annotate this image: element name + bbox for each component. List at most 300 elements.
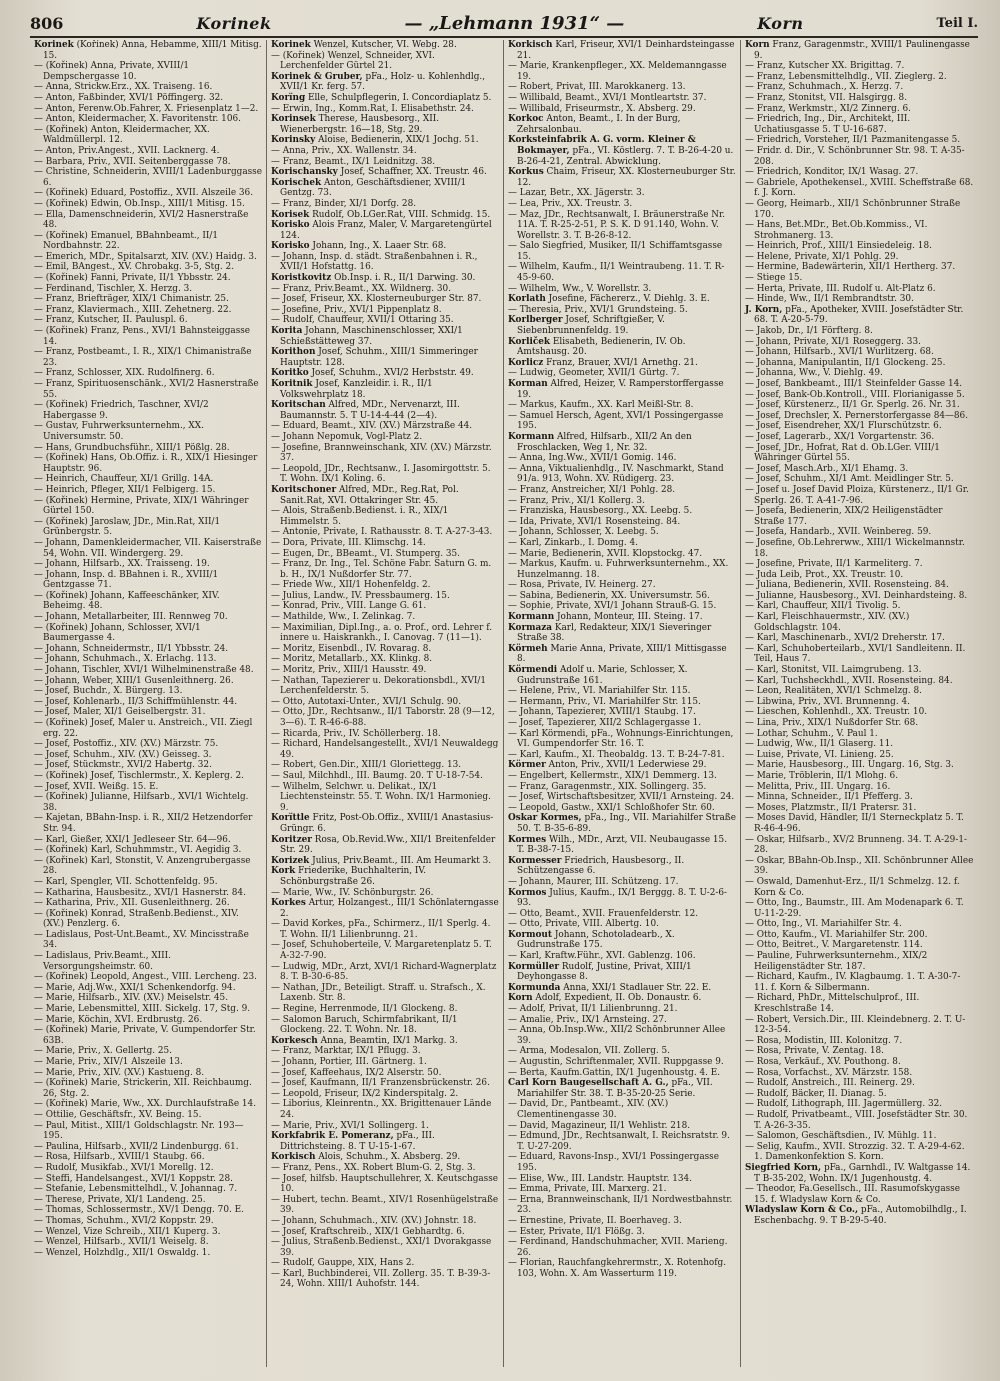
entry-details: — Markus, Kaufm. u. Fuhrwerksunternehm., XX. Hunzelmanng. 18. [508,559,729,580]
directory-entry [34,82,262,93]
entry-details: — Otto, Ing., Baumstr., III. Am Modenapark 6. T. U-11-2-29. [745,898,964,919]
entry-details: — Kajetan, BBahn-Insp. i. R., XII/2 Hetzendorfer Str. 94. [34,813,253,834]
entry-details: — Josefine, Ob.Lehrerww., XIII/1 Wickelmannstr. 18. [745,537,965,559]
entry-details: — Karl, Chauffeur, XII/1 Tivolig. 5. [745,601,901,612]
directory-entry [745,729,974,740]
directory-entry [34,612,262,623]
entry-details: — Karl, Stonitst, VII. Laimgrubeng. 13. [745,665,922,676]
entry-details: — Anton, Faßbinder, XVI/1 Pöffingerg. 32. [34,92,224,103]
part-label: Teil I. [936,15,978,31]
directory-entry [34,157,262,168]
entry-details: — Johann, Tischler, XVI/1 Wilhelminenstraße 48. [34,665,254,676]
entry-details: — (Kořinek) Leopold, Angest., VIII. Lercheng. 23. [34,972,257,983]
directory-entry [271,676,499,697]
directory-entry [34,771,262,782]
entry-details: — Rosa, Vorfachst., XV. Märzstr. 158. [745,1067,913,1078]
entry-details: — Johanna, Manipulantin, II/1 Glockeng. 25. [745,357,946,368]
entry-surname: Kormaza [508,622,553,633]
entry-details: Alfred, MDr., Reg.Rat, Pol. Sanit.Rat, XVI. Ottakringer Str. 45. [280,484,459,506]
entry-details: — Emma, Private, III. Marxerg. 21. [508,1184,667,1195]
directory-entry [508,1195,736,1216]
directory-entry [271,866,499,887]
entry-surname: Koritschoner [271,484,337,495]
entry-details: — (Kořinek) Karl, Schuhmmstr., VI. Aegidig 3. [34,845,242,856]
entry-surname: Korkoc [508,114,544,125]
entry-surname: Körmendi [508,665,558,676]
entry-details: — Anna, Priv., XX. Wallenstr. 34. [271,145,417,156]
entry-details: pFa., Garnhdl., IV. Waltgasse 14. T B-35-202, Wohn. IX/1 Jugenhoustg. 4. [754,1162,971,1184]
entry-details: — Johann, Schuhmach., XIV. (XV.) Johnstr. 18. [271,1215,477,1226]
entry-surname: Koritschan [271,400,326,411]
entry-details: — Franz, Klaviermach., XIII. Zehetnerg. 22. [34,304,232,315]
directory-entry [745,898,974,919]
entry-details: — Arma, Modesalon, VII. Zollerg. 5. [508,1046,670,1057]
entry-surname: Korksteinfabrik A. G. vorm. Kleiner & Bokmayer, [508,135,696,156]
directory-entry [508,835,736,856]
entry-details: — Karl, Maschinenarb., XVI/2 Dreherstr. 17. [745,633,945,644]
entry-details: pFa., Holz- u. Kohlenhdlg., XVII/1 Kr. ferg. 57. [280,71,486,93]
directory-entry [508,527,736,538]
entry-surname: Wladyslaw Korn & Co., [745,1205,859,1216]
entry-details: — Karl, Fleischhauermstr., XIV. (XV.) Goldschlagstr. 104. [745,612,910,633]
entry-details: — Theodor, Fa.Gesellsch., III. Rasumofskygasse 15. f. Wladyslaw Korn & Co. [745,1184,960,1205]
directory-entry [508,930,736,951]
entry-details: — Rosa, Verkäuf., XV. Pouthong. 8. [745,1057,901,1067]
directory-entry [34,983,262,994]
directory-entry [271,485,499,506]
directory-entry [271,835,499,856]
entry-details: — Ladislaus, Post-Unt.Beamt., XV. Mincisstraße 34. [34,929,249,951]
directory-entry [745,760,974,771]
entry-details: — Josef, hilfsb. Hauptschullehrer, X. Keutschgasse 10. [271,1173,499,1195]
entry-surname: Korlicz [508,357,544,368]
entry-details: — Katharina, Priv., XII. Gusenleithnerg. 26. [34,898,230,909]
directory-entry [508,188,736,199]
entry-details: — Florian, Rauchfangkehrermstr., X. Rotenhofg. 103, Wohn. X. Am Wasserturm 119. [508,1258,727,1279]
entry-details: — Pauline, Fuhrwerksunternehm., XIX/2 Heiligenstädter Str. 187. [745,951,928,972]
entry-details: — Ludwig, Geometer, XVII/1 Gürtg. 7. [508,368,680,379]
entry-surname: Kormout [508,929,552,940]
entry-details: — Moritz, Eisenbdl., IV. Rovarag. 8. [271,643,432,654]
directory-entry [508,1152,736,1173]
entry-details: — Franz, Dr. Ing., Tel. Schöne Fabr. Saturn G. m. b. H., IX/1 Nußdorfer Str. 77. [271,559,492,580]
entry-details: — Otto, Kaufm., VI. Mariahilfer Str. 200. [745,929,928,940]
directory-entry [508,453,736,464]
entry-details: — (Kořinek) Konrad, Straßenb.Bedienst., XIV. (XV.) Penzlerg. 6. [34,908,239,930]
entry-details: — (Kořinek) Karl, Stonstit, V. Anzengrubergasse 28. [34,855,251,877]
entry-details: — Dora, Private, III. Klimschg. 14. [271,537,426,548]
entry-details: Johann, Schotoladearb., X. Gudrunstraße 175. [517,929,675,951]
directory-entry [745,1099,974,1110]
directory-entry [745,199,974,220]
entry-details: — Emerich, MDr., Spitalsarzt, XIV. (XV.) Haidg. 3. [34,251,257,262]
entry-surname: Körmeh [508,643,548,654]
entry-details: — Marie, Adj.Ww., XXI/1 Schenkendorfg. 94. [34,982,236,993]
directory-entry [34,326,262,347]
entry-details: — Markus, Kaufm., XX. Karl Meißl-Str. 8. [508,400,694,411]
directory-entry [271,940,499,961]
directory-entry [34,210,262,231]
directory-entry [271,559,499,580]
directory-entry [271,210,499,221]
directory-entry [508,517,736,528]
directory-entry [34,40,262,61]
directory-entry [271,654,499,665]
directory-entry [271,506,499,527]
directory-entry [508,1015,736,1026]
entry-details: — Otto, JDr., Rechtsanw., II/1 Taborstr. 28 (9—12, 3—6). T. R-46-6-88. [271,707,495,728]
entry-details: — Lothar, Schuhm., V. Paul 1. [745,728,878,739]
entry-surname: Kork [271,866,296,877]
directory-entry [34,1078,262,1099]
directory-entry [271,252,499,273]
headword-left: Korinek [196,13,272,33]
page-header [30,10,978,38]
entry-details: — Franz, Postbeamt., I. R., XIX/1 Chimanistraße 23. [34,347,252,368]
directory-entry [508,792,736,803]
entry-details: Josef, Schuhm., XVI/2 Herbststr. 49. [311,368,474,379]
directory-entry [745,972,974,993]
entry-details: — Paul, Mitist., XIII/1 Goldschlagstr. Nr. 193—195. [34,1120,244,1142]
entry-details: — (Kořinek) Anton, Kleidermacher, XX. Waldmüllerpl. 12. [34,124,210,146]
directory-entry [508,1184,736,1195]
entry-details: — Therese, Private, XI/1 Landeng. 25. [34,1194,206,1205]
directory-entry [508,707,736,718]
entry-details: — Karl, Schuhoberteilarb., XVI/1 Sandleitenn. II. Teil, Haus 7. [745,643,966,665]
directory-entry [745,337,974,348]
directory-entry [745,358,974,369]
entry-details: — Franz, Werkmstr., XI/2 Zinnerg. 6. [745,103,911,114]
entry-surname: Korkfabrik E. Pomeranz, [271,1131,394,1142]
directory-entry [745,368,974,379]
entry-details: — Rudolf, Lithograph, III. Jagermüllerg. 32. [745,1099,943,1110]
entry-details: — (Kořinek) Josef, Maler u. Anstreich., VII. Ziegl erg. 22. [34,718,253,739]
entry-details: — Paulina, Hilfsarb., XVII/2 Lindenburgg. 61. [34,1141,239,1152]
entry-details: Elle, Schulpflegerin, I. Concordiaplatz 5. [307,92,492,103]
entry-details: — Josef, Kaffeehaus, IX/2 Alserstr. 50. [271,1067,442,1078]
entry-details: — Wenzel, Vize Schreib., XII/1 Kuperg. 3. [34,1226,221,1237]
directory-entry [271,305,499,316]
entry-details: Alfred, MDr., Nervenarzt, III. Baumannstr. 5. T U-14-4-44 (2—4). [280,400,460,421]
entry-details: Aloise, Bedienerin, XIX/1 Jochg. 51. [318,135,479,146]
entry-details: — Josef, Buchdr., X. Bürgerg. 13. [34,686,183,697]
directory-entry [34,877,262,888]
directory-entry [34,570,262,591]
entry-details: — Marie, Ww., IV. Schönburgstr. 26. [271,887,434,898]
directory-entry [271,888,499,899]
entry-details: — (Kořinek) Hans, Ob.Offiz. i. R., XIX/1 Hiesinger Hauptstr. 96. [34,453,258,474]
entry-details: — Edmund, JDr., Rechtsanwalt, I. Reichsratstr. 9. T. U-27-209. [508,1131,730,1152]
entry-surname: Korizek [271,855,310,866]
directory-entry [745,940,974,951]
directory-entry [745,782,974,793]
entry-details: — Anna, Ob.Insp.Ww., XII/2 Schönbrunner Allee 39. [508,1025,726,1046]
directory-entry [34,443,262,454]
directory-entry [745,1036,974,1047]
entry-details: Fritz, Post-Ob.Offiz., XVIII/1 Anastasius-Grüngr. 6. [280,813,494,834]
entry-surname: Kormes [508,834,547,845]
entry-details: — Moses David, Händler, II/1 Sterneckplatz 5. T. R-46-4-96. [745,813,964,834]
entry-surname: Korliček [508,336,551,347]
entry-details: — Ladislaus, Priv.Beamt., XIII. Versorgungsheimstr. 60. [34,951,171,972]
entry-details: — Hermine, Badewärterin, XII/1 Hertherg. 37. [745,262,956,273]
directory-entry [745,951,974,972]
directory-entry [34,707,262,718]
entry-details: — Josefine, Priv., XVI/1 Pippenplatz 8. [271,304,442,315]
directory-entry [508,750,736,761]
entry-details: — Johann, Tapezierer, XVIII/1 Staubg. 17. [508,707,696,718]
entry-details: — Ester, Private, II/1 Flößg. 3. [508,1226,645,1237]
directory-entry [508,135,736,167]
directory-entry [271,241,499,252]
directory-entry [271,782,499,814]
directory-entry [271,623,499,644]
directory-entry [34,61,262,82]
directory-entry [745,707,974,718]
directory-entry [745,601,974,612]
directory-entry [508,379,736,400]
directory-entry [745,262,974,273]
entry-details: — Konrad, Priv., VIII. Lange G. 61. [271,601,427,612]
entry-details: — Rudolf, Musikfab., XVI/1 Morellg. 12. [34,1162,214,1173]
entry-surname: Kormos [508,887,547,898]
directory-entry [271,527,499,538]
directory-entry [508,951,736,962]
entry-details: Julius, Priv.Beamt., III. Am Heumarkt 3. [312,855,492,866]
directory-entry [271,591,499,602]
entry-details: — Nathan, Tapezierer u. Dekorationsbdl., XVI/1 Lerchenfelderstr. 5. [271,675,486,697]
entry-details: — Hubert, techn. Beamt., XIV/1 Rosenhügelstraße 39. [271,1194,499,1216]
directory-entry [34,93,262,104]
entry-details: — Anna, Ing.Ww., XVII/1 Gomig. 146. [508,453,677,464]
entry-details: — Salomon Baruch, Schirmfabrikant, II/1 Glockeng. 22. T. Wohn. Nr. 18. [271,1014,458,1036]
directory-entry [508,1025,736,1046]
entry-surname: Carl Korn Baugesellschaft A. G., [508,1078,669,1089]
directory-entry [34,591,262,612]
entry-details: — Franz, Pens., XX. Robert Blum-G. 2, Stg. 3. [271,1162,476,1173]
entry-details: Anton, Priv., XVII/1 Lederwiese 29. [548,760,707,771]
entry-details: Wilh., MDr., Arzt, VII. Neubaugasse 15. T. B-38-7-15. [517,834,728,856]
directory-entry [34,379,262,400]
entry-details: — Josef, Bankbeamt., III/1 Steinfelder Gasse 14. [745,379,963,389]
directory-entry [508,919,736,930]
directory-entry [508,1237,736,1258]
entry-details: Julius, Kaufm., IX/1 Berggg. 8. T. U-2-6-93. [517,887,728,909]
directory-entry [745,443,974,464]
directory-entry [34,1110,262,1121]
directory-entry [745,559,974,570]
entry-details: — Augustin, Schriftenmaler, XVII. Ruppgasse 9. [508,1057,724,1067]
entry-details: — Johann, Metallarbeiter, III. Rennweg 70. [34,612,228,623]
entry-details: — Otto, Beitret., V. Margaretenstr. 114. [745,940,923,951]
entry-details: Karl, Friseur, XVI/1 Deinhardsteingasse 21. [517,40,735,61]
entry-details: — Josef, Schuhoberteile, V. Margaretenplatz 5. T. A-32-7-90. [271,940,492,962]
directory-entry [34,930,262,951]
entry-details: — Rosa, Private, V. Zentag. 18. [745,1046,884,1057]
entry-details: Anna, Beamtin, IX/1 Markg. 3. [320,1035,458,1046]
entry-details: — Rudolf, Privatbeamt., VIII. Josefstädter Str. 30. T. A-26-3-35. [745,1109,968,1131]
directory-entry [34,654,262,665]
directory-entry [745,644,974,665]
directory-entry [508,983,736,994]
entry-details: — Josef, Postoffiz., XIV. (XV.) Märzstr. 75. [34,739,219,750]
directory-entry [508,82,736,93]
directory-entry [271,601,499,612]
directory-entry [34,538,262,559]
directory-entry [745,1110,974,1131]
directory-entry [34,1205,262,1216]
entry-details: — Marie, Tröblerin, II/1 Mlohg. 6. [745,770,899,781]
entry-details: — Rosa, Private, IV. Heinerg. 27. [508,580,656,591]
directory-entry [745,411,974,422]
entry-details: Josefine, Fächererz., V. Diehlg. 3. E. [548,294,710,305]
entry-details: — Steffi, Handelsangest., XVI/1 Koppstr. 28. [34,1173,233,1184]
entry-details: — Otto, Ing., VI. Mariahilfer Str. 4. [745,919,902,930]
entry-surname: Korisek [271,209,310,220]
entry-details: Johann, Maschinenschlosser, XXI/1 Schießstätteweg 37. [280,326,463,347]
entry-details: — Selig, Kaufm., XVII. Strozzig. 32. T. A-29-4-62. 1. Damenkonfektion S. Korn. [745,1141,965,1163]
directory-entry [745,1089,974,1100]
directory-entry [271,220,499,241]
directory-entry [745,284,974,295]
directory-entry [34,294,262,305]
entry-surname: Korn [508,993,533,1004]
entry-details: Rosa, Ob.Revid.Ww., XII/1 Breitenfelder Str. 29. [280,834,496,856]
directory-entry [34,485,262,496]
directory-entry [34,1216,262,1227]
entry-details: — Leopold, JDr., Rechtsanw., I. Jasomirgottstr. 5. T. Wohn. IX/1 Koling. 6. [271,463,491,485]
directory-entry [34,686,262,697]
entry-details: — Anton, Ferenw.Ob.Fahrer, X. Friesenplatz 1—2. [34,103,259,114]
entry-details: — Saul, Milchhdl., III. Baumg. 20. T U-18-7-54. [271,770,483,781]
entry-details: Friedrich, Hausbesorg., II. Schützengasse 6. [517,855,685,877]
entry-details: Rudolf, Justine, Privat, XIII/1 Deyhongasse 8. [517,961,692,983]
directory-entry [34,676,262,687]
entry-details: — Wilhelm, Ww., V. Worellstr. 3. [508,283,652,294]
directory-entry [508,305,736,316]
directory-entry [745,506,974,527]
entry-details: — Lieschen, Kohlenhdl., XX. Treustr. 10. [745,707,928,718]
directory-entry [508,888,736,909]
entry-details: — Ella, Damenschneiderin, XVI/2 Hasnerstraße 48. [34,209,249,231]
directory-entry [271,983,499,1004]
directory-entry [271,1131,499,1152]
entry-details: — Josefine, Brannweinschank, XIV. (XV.) Märzstr. 37. [271,442,492,464]
entry-details: — Anna, Viktualienhdlg., IV. Naschmarkt, Stand 91/a. 913, Wohn. XV. Rüdigerg. 23. [508,463,724,485]
entry-details: — Anton, Kleidermacher, X. Favoritenstr. 106. [34,114,241,125]
entry-details: Anton, Geschäftsdiener, XVIII/1 Gentzg. 73. [280,177,467,199]
entry-surname: Korlath [508,294,546,305]
directory-entry [508,782,736,793]
directory-entry [34,845,262,856]
directory-entry [508,580,736,591]
directory-entry [508,877,736,888]
directory-entry [271,421,499,432]
entry-details: — Josef, Tapezierer, XII/2 Schlagergasse 1. [508,718,702,728]
directory-entry [271,315,499,326]
entry-details: — Alois, Straßenb.Bedienst. i. R., XIX/1 Himmelstr. 5. [271,506,449,527]
entry-details: — Johann Nepomuk, Vogl-Platz 2. [271,431,423,442]
directory-entry [34,1174,262,1185]
directory-entry [271,178,499,199]
directory-entry [34,1046,262,1057]
directory-entry [508,856,736,877]
entry-details: — Melitta, Priv., III. Ungarg. 16. [745,781,891,792]
directory-entry [508,559,736,580]
directory-entry [271,93,499,104]
entry-details: Johann, Monteur, III. Steing. 17. [557,612,703,623]
directory-entry [745,877,974,898]
entry-details: — Heinrich, Prof., XIII/1 Einsiedeleig. 18. [745,241,932,252]
directory-entry [34,559,262,570]
entry-details: — Theresia, Priv., XVI/1 Grundsteing. 5. [508,304,688,315]
directory-entry [34,1068,262,1079]
directory-entry [271,1258,499,1269]
entry-details: — Willibald, Beamt., XVI/1 Montleartstr. 37. [508,92,707,103]
column-4 [741,40,978,1367]
directory-entry [745,114,974,135]
directory-entry [508,993,736,1004]
entry-details: — Franz, Priv., XI/1 Kollerg. 3. [508,495,645,506]
directory-entry [271,538,499,549]
entry-details: — Hermann, Priv., VI. Mariahilfer Str. 115. [508,696,701,707]
directory-entry [271,347,499,368]
entry-details: — Josef, Drechsler, X. Pernerstorfergasse 84—86. [745,410,969,421]
directory-columns [30,40,978,1367]
entry-details: — Ferdinand, Tischler, X. Herzg. 3. [34,283,193,294]
directory-entry [508,697,736,708]
entry-surname: Korinsek [271,114,316,125]
entry-details: — Karl Körmendi, pFa., Wohnungs-Einrichtungen, VI. Gumpendorfer Str. 16. T. [508,728,734,750]
entry-details: Anton, Beamt., I. In der Burg, Zehrsalonbau. [517,114,681,135]
directory-entry [271,72,499,93]
directory-entry [508,358,736,369]
page-number: 806 [30,13,64,33]
directory-entry [508,1227,736,1238]
entry-details: — Samuel Hersch, Agent, XVI/1 Possingergasse 195. [508,410,724,432]
entry-details: — Josef, JDr., Hofrat, Rat d. Ob.LGer. VIII/1 Währinger Gürtel 55. [745,442,940,464]
entry-details: — Thomas, Schuhm., XVI/2 Koppstr. 29. [34,1215,214,1226]
entry-details: — Rosa, Hilfsarb., XVIII/1 Staubg. 66. [34,1152,205,1163]
entry-details: — Gustav, Fuhrwerksunternehm., XX. Universumstr. 50. [34,421,204,442]
entry-details: — Josef, Kraftschreib., XIX/1 Gebhardtg. 6. [271,1226,465,1237]
directory-entry [271,1078,499,1089]
directory-entry [34,739,262,750]
directory-entry [34,1004,262,1015]
directory-entry [508,1174,736,1185]
entry-details: — Elise, Ww., III. Landstr. Hauptstr. 134. [508,1173,692,1184]
directory-entry [745,771,974,782]
entry-details: (Kořínek) Anna, Hebamme, XIII/1 Mitisg. 15. [43,40,262,61]
directory-entry [508,601,736,612]
entry-details: — Josef, Maler, XI/1 Geiselbergstr. 31. [34,707,206,718]
directory-entry [271,368,499,379]
directory-entry [745,464,974,475]
directory-entry [271,1068,499,1079]
entry-details: — Maz, JDr., Rechtsanwalt, I. Bräunerstraße Nr. 11A. T. R-25-2-51, P. S. K. D 91.140, Wohn. V. Worellstr. 3. T. B-26-8-12. [508,209,726,241]
directory-entry [34,146,262,157]
entry-details: — (Kořinek) Marie, Private, V. Gumpendorfer Str. 63B. [34,1025,256,1046]
directory-entry [745,835,974,856]
directory-entry [508,1099,736,1120]
directory-entry [271,443,499,464]
directory-entry [34,909,262,930]
directory-entry [508,1121,736,1132]
entry-surname: Oskar Kormes, [508,813,582,824]
entry-details: — Rudolf, Gauppe, XIX, Hans 2. [271,1258,415,1269]
entry-details: — Fridr. d. Dir., V. Schönbrunner Str. 98. T. A-35-208. [745,145,965,167]
entry-details: — Salo Siegfried, Musiker, II/1 Schiffamtsgasse 15. [508,241,723,262]
